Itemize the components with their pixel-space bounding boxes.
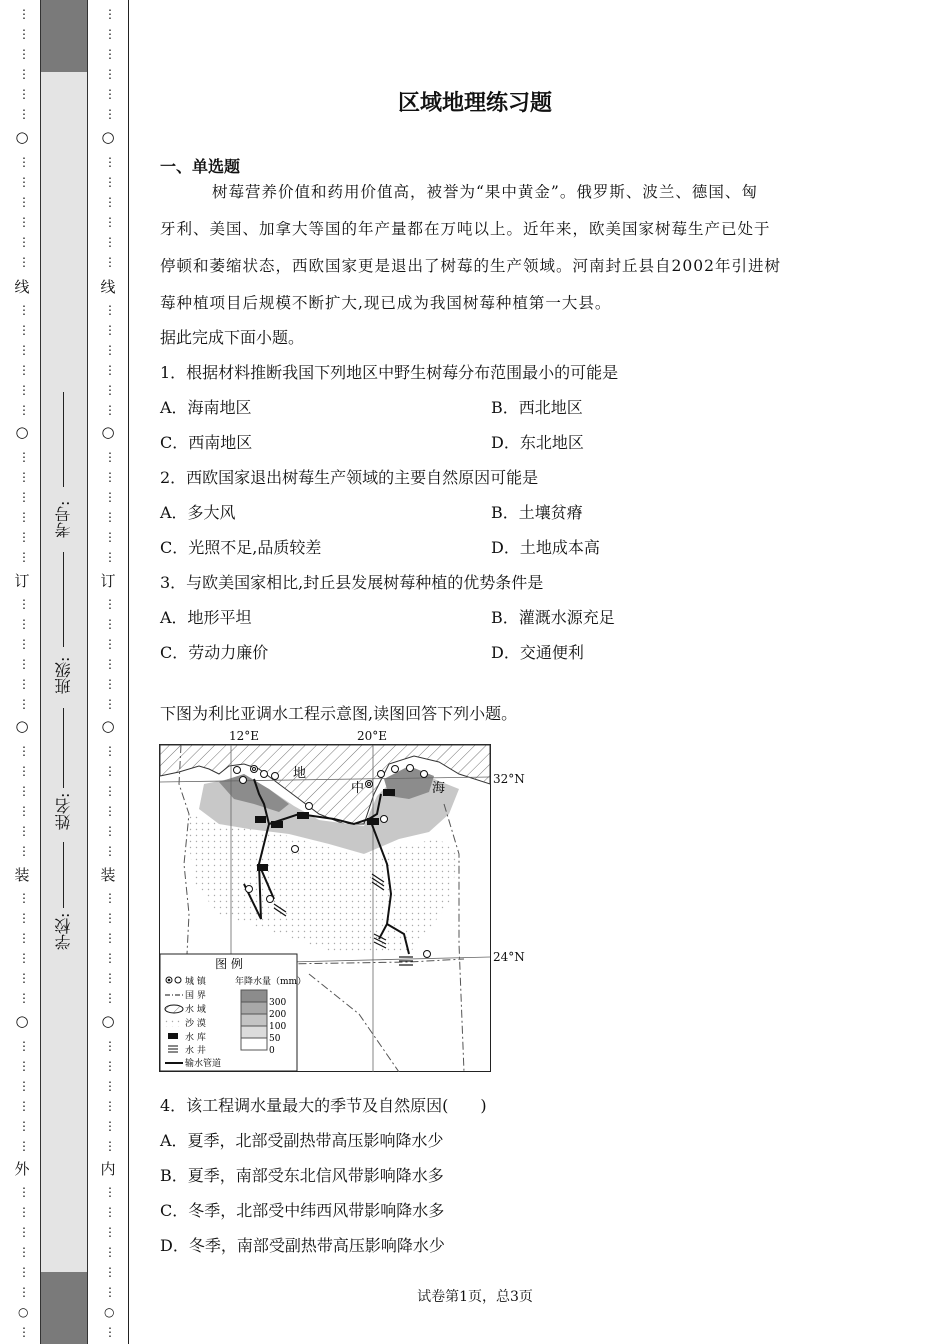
map-intro: 下图为利比亚调水工程示意图,读图回答下列小题。 [160,704,518,723]
legend-city: 城 镇 [185,977,206,987]
passage-line: 牙利、美国、加拿大等国的年产量都在万吨以上。近年来，欧美国家树莓生产已处于 [160,220,771,238]
question-1-option-b[interactable]: B．西北地区 [491,398,583,417]
question-4-option-b[interactable]: B．夏季，南部受东北信风带影响降水多 [160,1166,444,1185]
student-info-column [40,0,88,1344]
school-label: 学校: [54,912,73,950]
binding-margin [0,0,130,1344]
section-heading: 一、单选题 [160,157,241,176]
rain-200: 200 [269,1010,287,1020]
question-1-option-d[interactable]: D．东北地区 [491,433,584,452]
rainfall-legend-title: 年降水量（mm） [235,977,307,987]
seal-char-line: 线 [14,278,30,296]
sea-label: 中 [351,781,365,796]
seal-char-ding: 订 [14,572,30,590]
seal-char-zhuang: 装 [100,866,116,884]
question-2-option-c[interactable]: C．光照不足,品质较差 [160,538,322,557]
page-title: 区域地理练习题 [397,91,552,116]
question-2-option-b[interactable]: B．土壤贫瘠 [491,503,583,522]
question-3-option-b[interactable]: B．灌溉水源充足 [491,608,615,627]
passage-line: 停顿和萎缩状态，西欧国家更是退出了树莓的生产领域。河南封丘县自2002年引进树 [160,257,781,275]
exam-number-label: 考号: [54,500,73,538]
circle-mark: ○ [15,128,29,146]
circle-mark: ○ [15,717,29,735]
question-3-option-c[interactable]: C．劳动力廉价 [160,643,269,662]
outer-seal-line: ⋮ ⋮ ⋮ ⋮ ⋮ ⋮ ○ ⋮ ⋮ ⋮ ⋮ ⋮ ⋮ 线 ⋮ ⋮ ⋮ ⋮ ⋮ ⋮ ○ ⋮ ⋮ ⋮ ⋮ ⋮ ⋮ 订 ⋮ ⋮ ⋮ ⋮ ⋮ ⋮ ○ ⋮ ⋮ ⋮ ⋮ ⋮ ⋮ 装 ⋮ ⋮ ⋮ ⋮ ⋮ ⋮ ○ ⋮ ⋮ ⋮ ⋮ ⋮ ⋮ 外 ⋮ ⋮ ⋮ ⋮ ⋮ ⋮ ○ ⋮ [2,0,42,1344]
legend-border: 国 界 [185,991,206,1001]
sea-label: 海 [432,781,446,796]
circle-mark: ○ [101,717,115,735]
circle-mark: ○ [101,128,115,146]
passage-instruction: 据此完成下面小题。 [160,328,305,347]
seal-char-nei: 内 [100,1160,116,1178]
class-label: 班级: [54,656,73,694]
circle-mark: ○ [15,1012,29,1030]
circle-mark: ○ [15,423,29,441]
longitude-20e-label: 20°E [357,729,388,743]
inner-seal-line: ⋮ ⋮ ⋮ ⋮ ⋮ ⋮ ○ ⋮ ⋮ ⋮ ⋮ ⋮ ⋮ 线 ⋮ ⋮ ⋮ ⋮ ⋮ ⋮ ○ ⋮ ⋮ ⋮ ⋮ ⋮ ⋮ 订 ⋮ ⋮ ⋮ ⋮ ⋮ ⋮ ○ ⋮ ⋮ ⋮ ⋮ ⋮ ⋮ 装 ⋮ ⋮ ⋮ ⋮ ⋮ ⋮ ○ ⋮ ⋮ ⋮ ⋮ ⋮ ⋮ 内 ⋮ ⋮ ⋮ ⋮ ⋮ ⋮ ○ ⋮ [88,0,128,1344]
name-field[interactable] [63,842,64,908]
question-4-stem: 4．该工程调水量最大的季节及自然原因( ) [160,1096,487,1115]
circle-mark: ○ [101,1012,115,1030]
seal-char-ding: 订 [100,572,116,590]
libya-water-project-map [159,744,491,1072]
rain-0: 0 [269,1046,275,1056]
seal-char-zhuang: 装 [14,866,30,884]
sea-label: 地 [293,766,307,781]
longitude-12e-label: 12°E [229,729,260,743]
question-4-option-c[interactable]: C．冬季，北部受中纬西风带影响降水多 [160,1201,445,1220]
question-2-option-a[interactable]: A．多大风 [160,503,236,522]
question-1-option-a[interactable]: A．海南地区 [160,398,252,417]
question-3-option-d[interactable]: D．交通便利 [491,643,584,662]
longitude-12e [216,744,246,745]
longitude-20e [358,744,388,745]
rain-300: 300 [269,998,287,1008]
latitude-32n-label: 32°N [493,772,525,786]
rain-50: 50 [269,1034,281,1044]
question-4-option-a[interactable]: A．夏季，北部受副热带高压影响降水少 [160,1131,444,1150]
question-3-option-a[interactable]: A．地形平坦 [160,608,252,627]
circle-mark: ○ [101,423,115,441]
passage-line: 莓种植项目后规模不断扩大,现已成为我国树莓种植第一大县。 [160,294,612,312]
question-3-stem: 3．与欧美国家相比,封丘县发展树莓种植的优势条件是 [160,573,544,592]
class-field[interactable] [63,708,64,788]
latitude-24n-label: 24°N [493,950,525,964]
legend-well: 水 井 [185,1046,206,1056]
name-label: 姓名: [54,792,73,830]
page-footer: 试卷第1页，总3页 [417,1289,533,1305]
question-4-option-d[interactable]: D．冬季，南部受副热带高压影响降水少 [160,1236,445,1255]
legend-title: 图 例 [215,957,243,971]
passage-line: 树莓营养价值和药用价值高，被誉为“果中黄金”。俄罗斯、波兰、德国、匈 [212,183,758,201]
legend-water: 水 域 [185,1005,206,1015]
exam-number-field[interactable] [63,552,64,647]
question-1-option-c[interactable]: C．西南地区 [160,433,253,452]
rain-100: 100 [269,1022,287,1032]
seal-char-wai: 外 [14,1160,30,1178]
question-2-stem: 2．西欧国家退出树莓生产领域的主要自然原因可能是 [160,468,539,487]
question-1-stem: 1．根据材料推断我国下列地区中野生树莓分布范围最小的可能是 [160,363,619,382]
question-2-option-d[interactable]: D．土地成本高 [491,538,600,557]
legend-reservoir: 水 库 [185,1033,206,1043]
seal-char-line: 线 [100,278,116,296]
legend-pipeline: 输水管道 [185,1059,222,1069]
legend-desert: 沙 漠 [185,1019,206,1029]
